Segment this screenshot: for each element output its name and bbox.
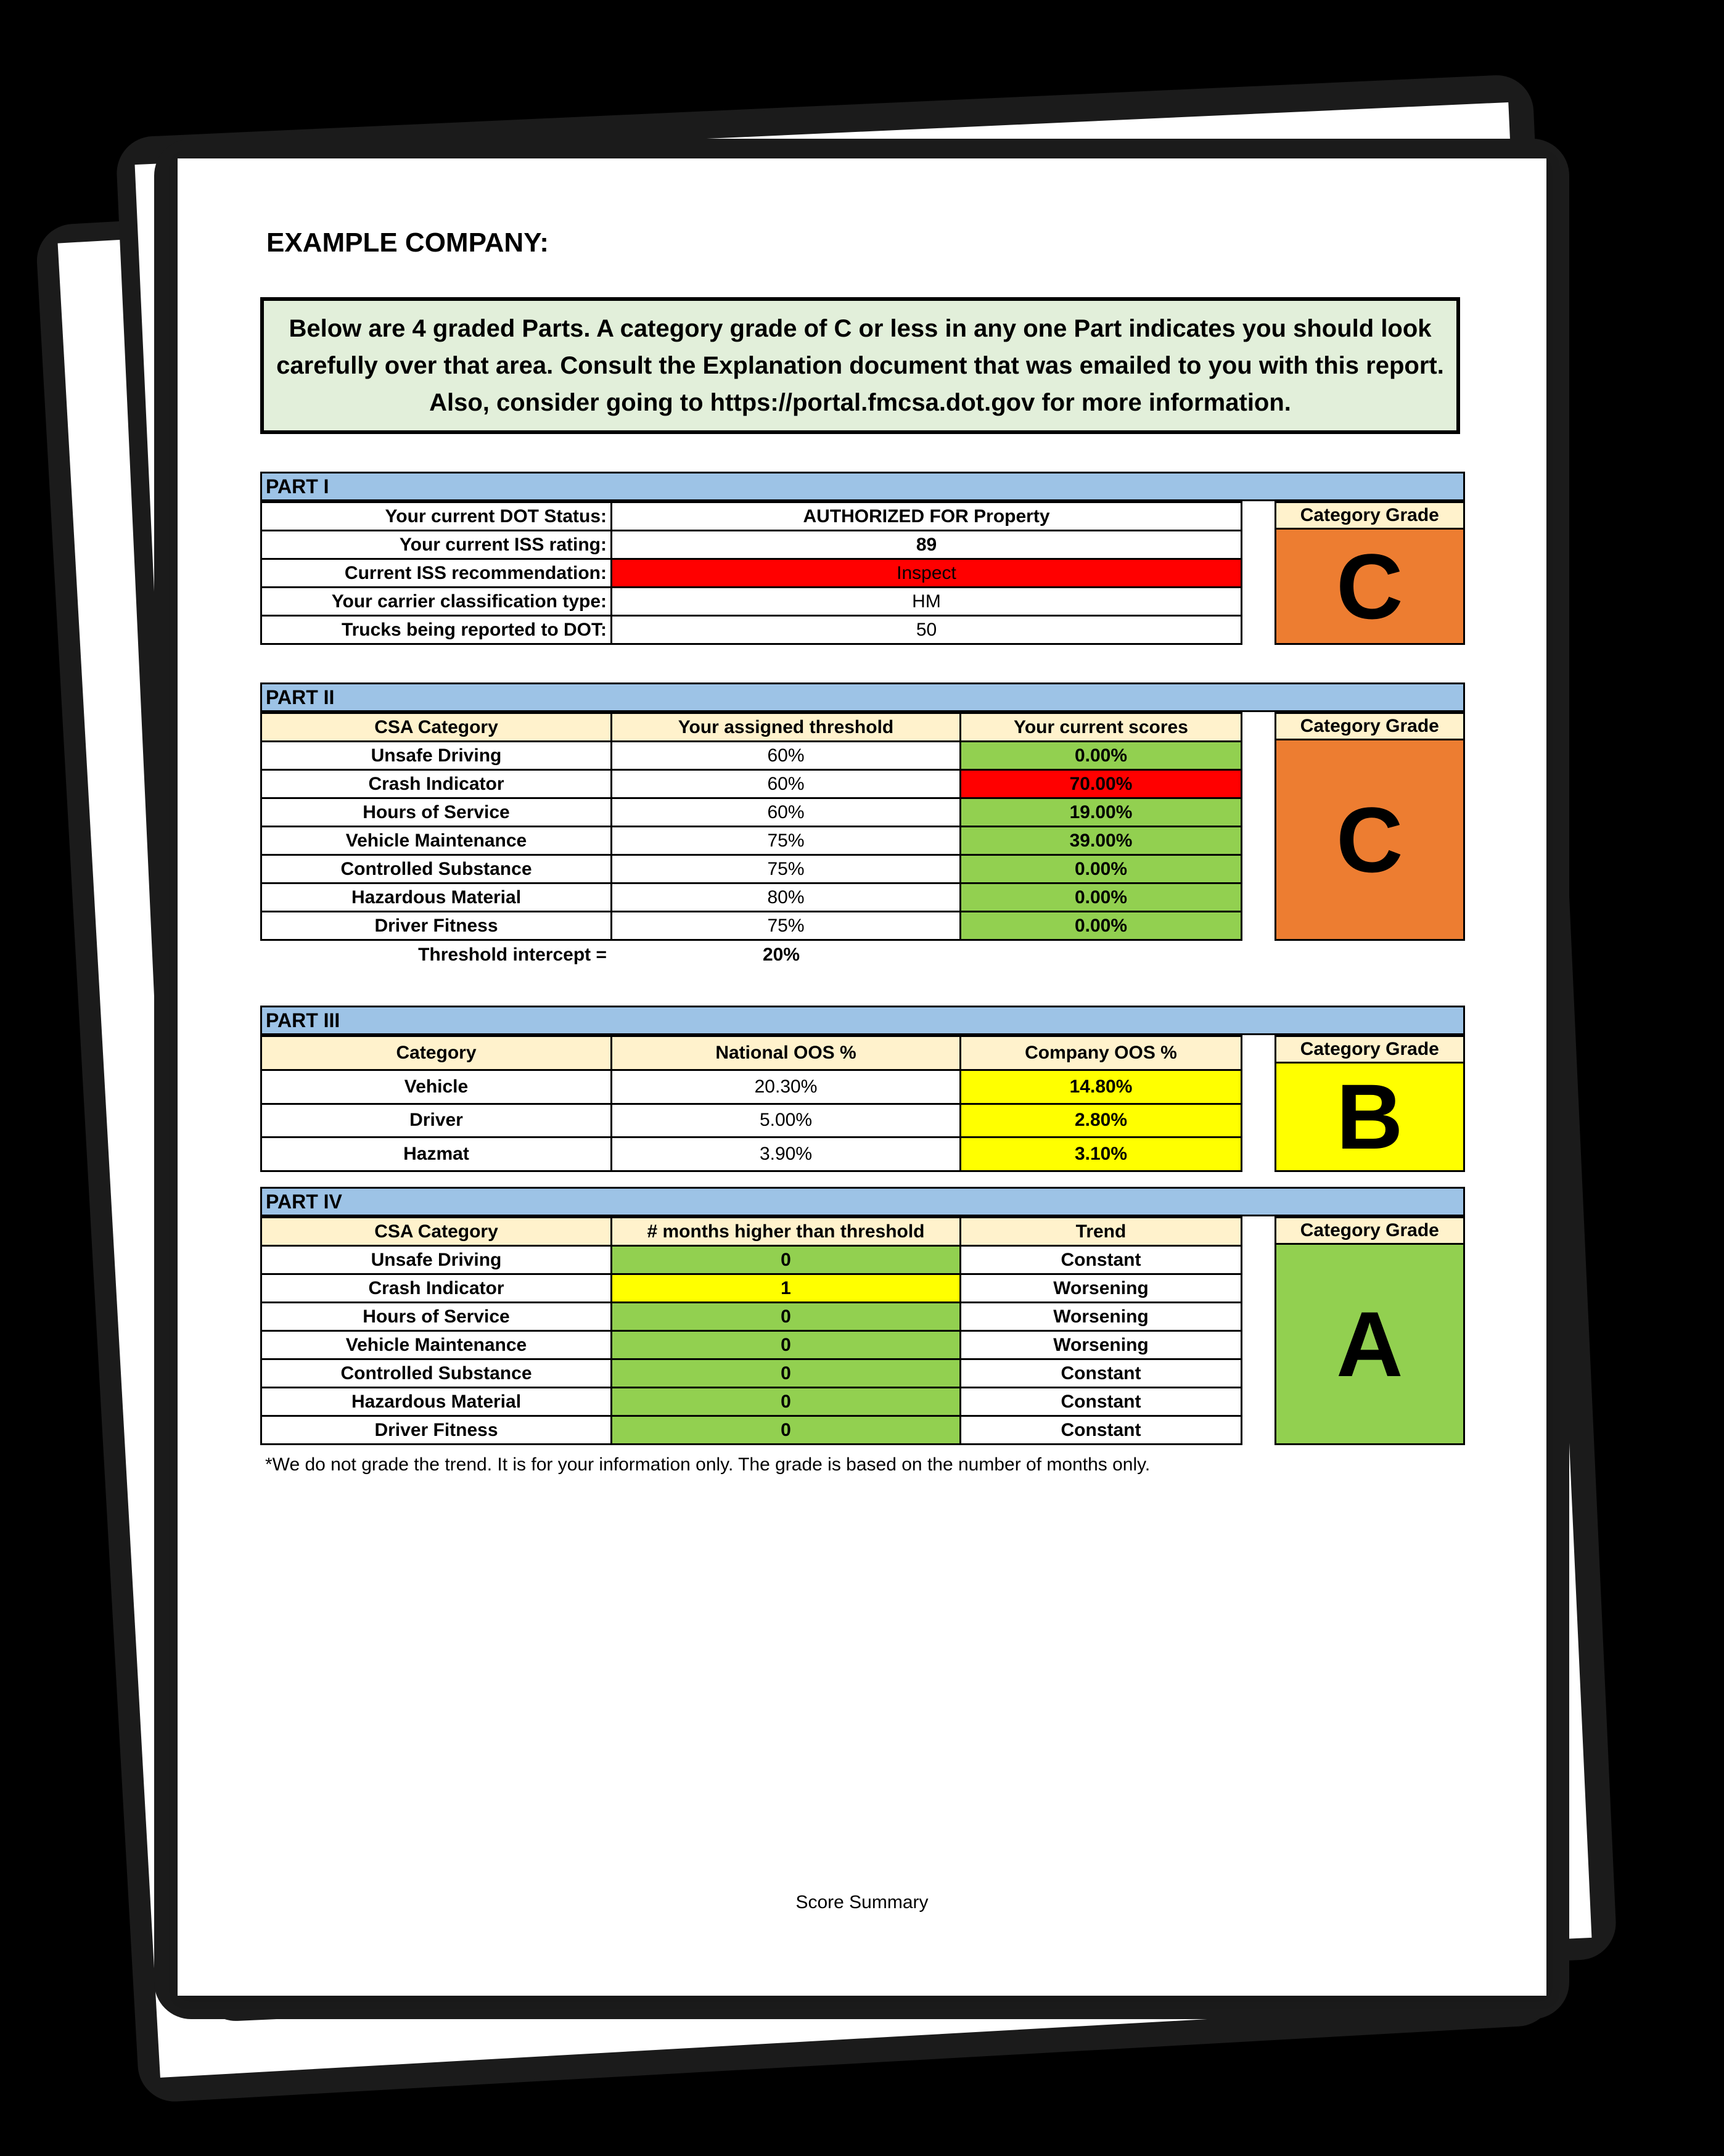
part-2-table — [260, 712, 1242, 941]
column-header: Trend — [961, 1218, 1242, 1246]
category-cell: Hazardous Material — [261, 883, 612, 912]
page-footer: Score Summary — [795, 1892, 929, 1912]
trend-cell: Constant — [961, 1388, 1242, 1416]
category-cell: Driver Fitness — [261, 1416, 612, 1445]
category-cell: Hours of Service — [261, 1303, 612, 1331]
company-title: EXAMPLE COMPANY: — [266, 227, 549, 258]
score-cell: 0.00% — [961, 855, 1242, 883]
part-1-grade — [1275, 501, 1465, 645]
trend-cell: Constant — [961, 1246, 1242, 1274]
iss-recommendation-value: Inspect — [612, 559, 1242, 588]
category-cell: Crash Indicator — [261, 770, 612, 798]
months-cell: 0 — [612, 1388, 961, 1416]
national-oos-cell: 5.00% — [612, 1104, 961, 1137]
column-header: CSA Category — [261, 1218, 612, 1246]
column-header: National OOS % — [612, 1036, 961, 1070]
column-header: Category — [261, 1036, 612, 1070]
score-cell: 0.00% — [961, 742, 1242, 770]
table-row — [261, 1274, 1242, 1303]
table-row — [261, 1104, 1242, 1137]
company-oos-cell: 14.80% — [961, 1070, 1242, 1104]
table-row — [261, 1388, 1242, 1416]
part-2-section — [260, 682, 1465, 969]
category-cell: Unsafe Driving — [261, 1246, 612, 1274]
company-oos-cell: 2.80% — [961, 1104, 1242, 1137]
national-oos-cell: 3.90% — [612, 1137, 961, 1171]
threshold-cell: 60% — [612, 770, 961, 798]
table-row — [261, 1303, 1242, 1331]
row-label: Current ISS recommendation: — [261, 559, 612, 588]
table-row — [261, 1137, 1242, 1171]
row-label: Your current DOT Status: — [261, 502, 612, 531]
part-3-header: PART III — [260, 1006, 1465, 1035]
table-row — [261, 1416, 1242, 1445]
months-cell: 1 — [612, 1274, 961, 1303]
category-cell: Driver Fitness — [261, 912, 612, 940]
months-cell: 0 — [612, 1416, 961, 1445]
intercept-label: Threshold intercept = — [418, 945, 607, 965]
front-page — [178, 158, 1546, 1996]
trend-cell: Constant — [961, 1416, 1242, 1445]
part-3-grade — [1275, 1035, 1465, 1172]
table-row — [261, 855, 1242, 883]
table-row — [261, 1246, 1242, 1274]
category-cell: Driver — [261, 1104, 612, 1137]
score-cell: 19.00% — [961, 798, 1242, 827]
table-row — [261, 798, 1242, 827]
table-row — [261, 827, 1242, 855]
category-cell: Unsafe Driving — [261, 742, 612, 770]
iss-rating-value: 89 — [612, 531, 1242, 559]
table-row — [261, 531, 1242, 559]
grade-letter: C — [1275, 740, 1465, 941]
column-header: Your current scores — [961, 713, 1242, 742]
category-cell: Vehicle — [261, 1070, 612, 1104]
company-oos-cell: 3.10% — [961, 1137, 1242, 1171]
threshold-cell: 75% — [612, 855, 961, 883]
threshold-intercept — [260, 941, 1465, 969]
table-row — [261, 1070, 1242, 1104]
threshold-cell: 60% — [612, 798, 961, 827]
part-1-header: PART I — [260, 472, 1465, 501]
threshold-cell: 75% — [612, 912, 961, 940]
table-row — [261, 559, 1242, 588]
table-row — [261, 1331, 1242, 1359]
threshold-cell: 75% — [612, 827, 961, 855]
dot-status-value: AUTHORIZED FOR Property — [612, 502, 1242, 531]
national-oos-cell: 20.30% — [612, 1070, 961, 1104]
grade-header: Category Grade — [1275, 1216, 1465, 1245]
table-header-row — [261, 1036, 1242, 1070]
part-1-section — [260, 472, 1465, 645]
part-2-grade — [1275, 712, 1465, 941]
months-cell: 0 — [612, 1359, 961, 1388]
trucks-value: 50 — [612, 616, 1242, 644]
table-row — [261, 883, 1242, 912]
months-cell: 0 — [612, 1246, 961, 1274]
column-header: # months higher than threshold — [612, 1218, 961, 1246]
grade-header: Category Grade — [1275, 1035, 1465, 1064]
part-4-section — [260, 1187, 1465, 1445]
months-cell: 0 — [612, 1303, 961, 1331]
column-header: Company OOS % — [961, 1036, 1242, 1070]
footnote: *We do not grade the trend. It is for your information only. The grade is based on the number of months only. — [265, 1454, 1151, 1475]
score-cell: 0.00% — [961, 883, 1242, 912]
part-4-table — [260, 1216, 1242, 1445]
months-cell: 0 — [612, 1331, 961, 1359]
row-label: Your current ISS rating: — [261, 531, 612, 559]
category-cell: Crash Indicator — [261, 1274, 612, 1303]
part-1-table — [260, 501, 1242, 645]
score-cell: 39.00% — [961, 827, 1242, 855]
category-cell: Vehicle Maintenance — [261, 1331, 612, 1359]
part-3-table — [260, 1035, 1242, 1172]
intercept-value: 20% — [762, 945, 800, 965]
table-row — [261, 588, 1242, 616]
trend-cell: Worsening — [961, 1303, 1242, 1331]
part-3-section — [260, 1006, 1465, 1172]
grade-letter: C — [1275, 530, 1465, 645]
row-label: Trucks being reported to DOT: — [261, 616, 612, 644]
category-cell: Hazmat — [261, 1137, 612, 1171]
part-4-header: PART IV — [260, 1187, 1465, 1216]
table-row — [261, 1359, 1242, 1388]
score-cell: 0.00% — [961, 912, 1242, 940]
grade-header: Category Grade — [1275, 712, 1465, 740]
table-header-row — [261, 713, 1242, 742]
part-4-grade — [1275, 1216, 1465, 1445]
category-cell: Hazardous Material — [261, 1388, 612, 1416]
grade-header: Category Grade — [1275, 501, 1465, 530]
trend-cell: Worsening — [961, 1274, 1242, 1303]
grade-letter: A — [1275, 1245, 1465, 1445]
category-cell: Controlled Substance — [261, 855, 612, 883]
row-label: Your carrier classification type: — [261, 588, 612, 616]
category-cell: Hours of Service — [261, 798, 612, 827]
column-header: Your assigned threshold — [612, 713, 961, 742]
threshold-cell: 80% — [612, 883, 961, 912]
trend-cell: Worsening — [961, 1331, 1242, 1359]
table-row — [261, 770, 1242, 798]
classification-value: HM — [612, 588, 1242, 616]
notice-box — [260, 297, 1460, 434]
part-2-header: PART II — [260, 682, 1465, 712]
table-row — [261, 912, 1242, 940]
category-cell: Controlled Substance — [261, 1359, 612, 1388]
table-header-row — [261, 1218, 1242, 1246]
column-header: CSA Category — [261, 713, 612, 742]
grade-letter: B — [1275, 1064, 1465, 1172]
notice-text: Below are 4 graded Parts. A category grade of C or less in any one Part indicates you should look carefully over that area. Consult the Explanation document that was emailed to you with this report. Also, consider going to https://portal.fmcsa.dot.gov for more information. — [276, 315, 1444, 416]
table-row — [261, 616, 1242, 644]
category-cell: Vehicle Maintenance — [261, 827, 612, 855]
table-row — [261, 502, 1242, 531]
score-cell: 70.00% — [961, 770, 1242, 798]
table-row — [261, 742, 1242, 770]
threshold-cell: 60% — [612, 742, 961, 770]
trend-cell: Constant — [961, 1359, 1242, 1388]
